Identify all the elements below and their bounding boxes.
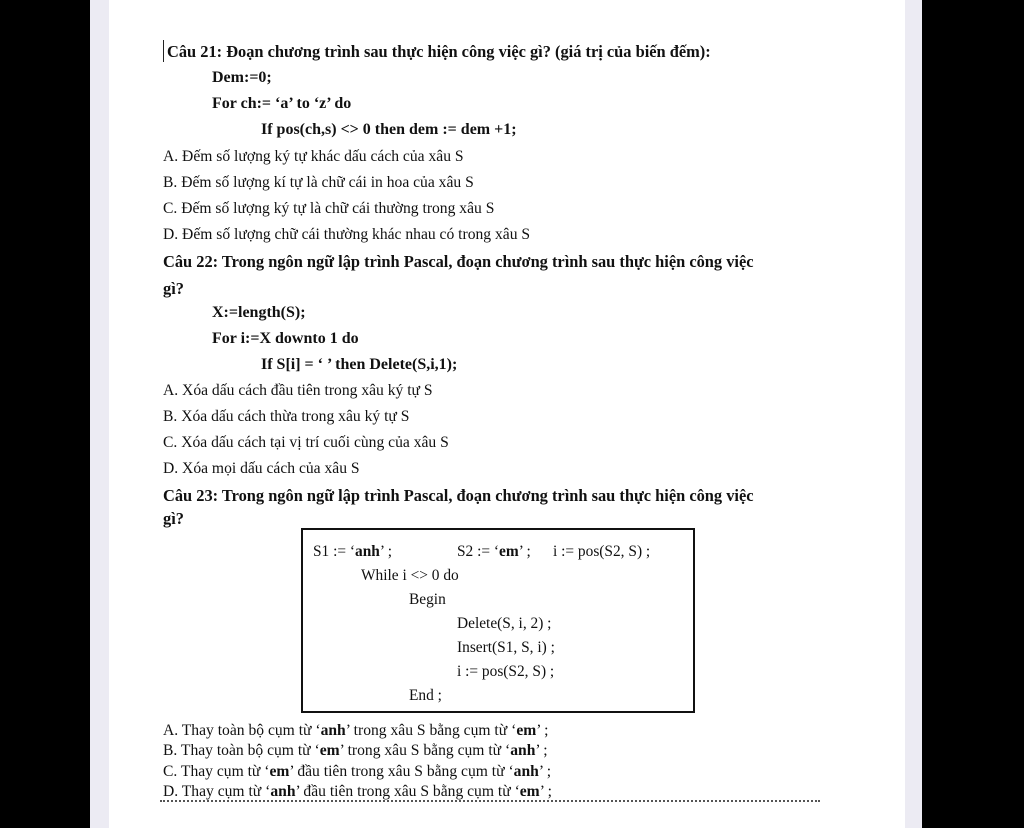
q23-code-insert: Insert(S1, S, i) ; <box>457 639 555 656</box>
q22-option-d: D. Xóa mọi dấu cách của xâu S <box>163 460 360 477</box>
q22-title-line-1: Câu 22: Trong ngôn ngữ lập trình Pascal, đoạn chương trình sau thực hiện công việc <box>163 252 754 271</box>
q23-option-d: D. Thay cụm từ ‘anh’ đầu tiên trong xâu S bằng cụm từ ‘em’ ; <box>163 783 552 800</box>
q23-code-i-assign: i := pos(S2, S) ; <box>553 543 651 560</box>
q22-code-line-3: If S[i] = ‘ ’ then Delete(S,i,1); <box>261 356 458 373</box>
text-cursor <box>163 40 164 62</box>
q22-code-line-2: For i:=X downto 1 do <box>212 330 359 347</box>
q23-option-c: C. Thay cụm từ ‘em’ đầu tiên trong xâu S bằng cụm từ ‘anh’ ; <box>163 763 552 780</box>
q23-code-end: End ; <box>409 687 442 704</box>
q21-code-line-2: For ch:= ‘a’ to ‘z’ do <box>212 95 352 112</box>
q21-option-a: A. Đếm số lượng ký tự khác dấu cách của xâu S <box>163 148 464 165</box>
q21-code-line-1: Dem:=0; <box>212 69 272 86</box>
q23-code-s1-assign: S1 := ‘anh’ ; <box>313 543 392 560</box>
q23-title-line-1: Câu 23: Trong ngôn ngữ lập trình Pascal, đoạn chương trình sau thực hiện công việc <box>163 486 754 505</box>
q21-option-b: B. Đếm số lượng kí tự là chữ cái in hoa của xâu S <box>163 174 474 191</box>
next-line-cut-off <box>160 800 820 806</box>
q23-code-delete: Delete(S, i, 2) ; <box>457 615 552 632</box>
q22-option-c: C. Xóa dấu cách tại vị trí cuối cùng của xâu S <box>163 434 449 451</box>
q22-option-a: A. Xóa dấu cách đầu tiên trong xâu ký tự S <box>163 382 433 399</box>
q23-option-a: A. Thay toàn bộ cụm từ ‘anh’ trong xâu S bằng cụm từ ‘em’ ; <box>163 722 549 739</box>
q23-code-while: While i <> 0 do <box>361 567 459 584</box>
q22-option-b: B. Xóa dấu cách thừa trong xâu ký tự S <box>163 408 410 425</box>
q21-title: Câu 21: Đoạn chương trình sau thực hiện công việc gì? (giá trị của biến đếm): <box>167 42 711 61</box>
q21-option-c: C. Đếm số lượng ký tự là chữ cái thường trong xâu S <box>163 200 495 217</box>
q23-code-s2-assign: S2 := ‘em’ ; <box>457 543 531 560</box>
q21-code-line-3: If pos(ch,s) <> 0 then dem := dem +1; <box>261 121 517 138</box>
q23-code-begin: Begin <box>409 591 446 608</box>
q23-title-line-2: gì? <box>163 509 184 528</box>
q21-option-d: D. Đếm số lượng chữ cái thường khác nhau có trong xâu S <box>163 226 531 243</box>
q23-option-b: B. Thay toàn bộ cụm từ ‘em’ trong xâu S bằng cụm từ ‘anh’ ; <box>163 742 548 759</box>
q22-code-line-1: X:=length(S); <box>212 304 306 321</box>
q23-code-i-update: i := pos(S2, S) ; <box>457 663 555 680</box>
q22-title-line-2: gì? <box>163 279 184 298</box>
